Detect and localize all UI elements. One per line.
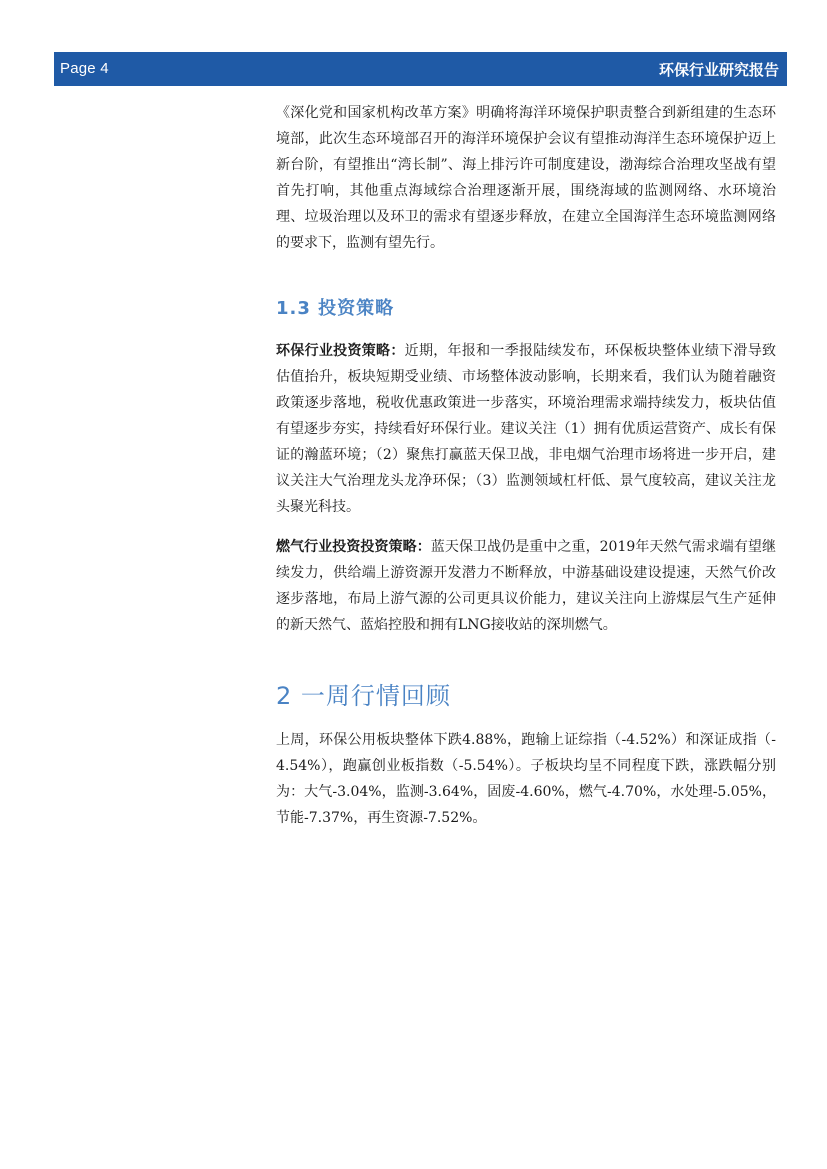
- section-heading-2: 2 一周行情回顾: [276, 682, 451, 710]
- env-strategy-paragraph: [276, 338, 776, 520]
- section-heading-1-3: 1.3 投资策略: [276, 298, 395, 319]
- gas-strategy-lead: 燃气行业投资投资策略：: [276, 539, 431, 555]
- weekly-review-paragraph: 上周，环保公用板块整体下跌4.88%，跑输上证综指（-4.52%）和深证成指（-4.54%），跑赢创业板指数（-5.54%）。子板块均呈不同程度下跌，涨跌幅分别为：大气-3.04%，监测-3.64%，固废-4.60%，燃气-4.70%，水处理-5.05%，节能-7.37%，再生资源-7.52%。: [276, 732, 776, 826]
- report-title: 环保行业研究报告: [658, 61, 779, 79]
- env-strategy-lead: 环保行业投资策略：: [276, 343, 405, 359]
- document-content: [276, 100, 776, 831]
- env-strategy-text: 近期，年报和一季报陆续发布，环保板块整体业绩下滑导致估值抬升，板块短期受业绩、市场整体波动影响，长期来看，我们认为随着融资政策逐步落地，税收优惠政策进一步落实，环境治理需求端持续发力，板块估值有望逐步夯实，持续看好环保行业。建议关注（1）拥有优质运营资产、成长有保证的瀚蓝环境；（2）聚焦打赢蓝天保卫战，非电烟气治理市场将进一步开启，建议关注大气治理龙头龙净环保；（3）监测领域杠杆低、景气度较高，建议关注龙头聚光科技。: [276, 343, 777, 515]
- gas-strategy-text: 蓝天保卫战仍是重中之重，2019年天然气需求端有望继续发力，供给端上游资源开发潜力不断释放，中游基础设建设提速，天然气价改逐步落地，布局上游气源的公司更具议价能力，建议关注向上游煤层气生产延伸的新天然气、蓝焰控股和拥有LNG接收站的深圳燃气。: [276, 539, 776, 633]
- page-number: Page 4: [60, 60, 109, 77]
- gas-strategy-paragraph: [276, 534, 776, 638]
- intro-paragraph: 《深化党和国家机构改革方案》明确将海洋环境保护职责整合到新组建的生态环境部，此次生态环境部召开的海洋环境保护会议有望推动海洋生态环境保护迈上新台阶，有望推出“湾长制”、海上排污许可制度建设，渤海综合治理攻坚战有望首先打响，其他重点海域综合治理逐渐开展，围绕海域的监测网络、水环境治理、垃圾治理以及环卫的需求有望逐步释放，在建立全国海洋生态环境监测网络的要求下，监测有望先行。: [276, 105, 776, 251]
- header-bar: [54, 52, 787, 86]
